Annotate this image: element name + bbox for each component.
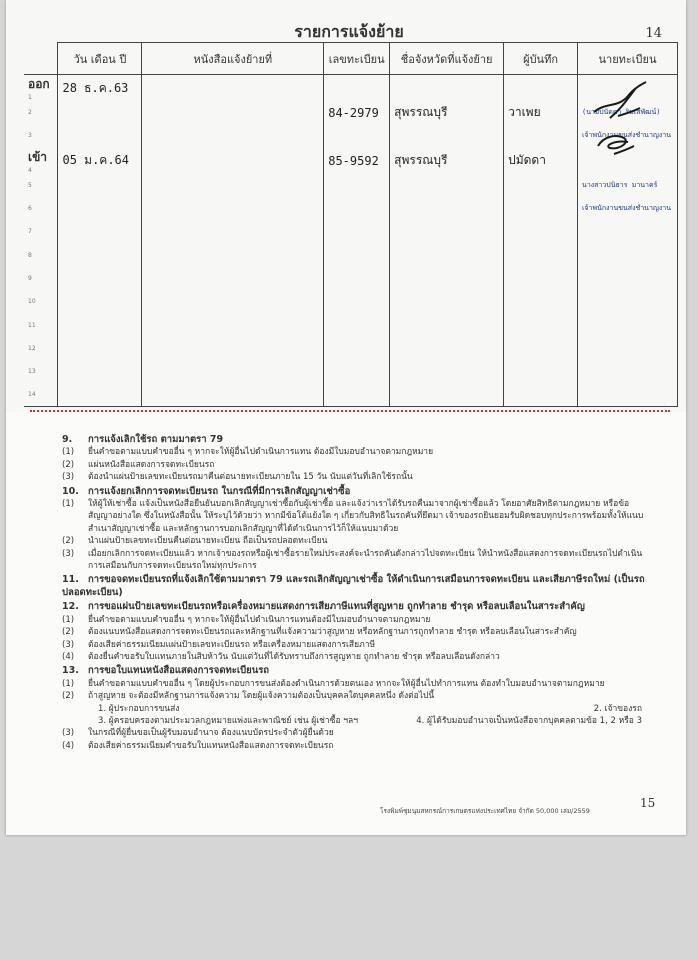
cell-date — [58, 101, 142, 124]
regulation-item — [62, 678, 652, 690]
cell-letter — [142, 75, 324, 102]
regulation-item-text: ยื่นคำขอตามแบบคำขออื่น ๆ โดยผู้ประกอบการขนส่งต้องดำเนินการด้วยตนเอง หากจะให้ผู้อื่นไปทำการแทน ต้องทำใบมอบอำนาจตามกฎหมาย — [88, 678, 605, 689]
regulation-item-text: ยื่นคำขอตามแบบคำขออื่น ๆ หากจะให้ผู้อื่นไปดำเนินการแทนต้องมีใบมอบอำนาจตามกฎหมาย — [88, 614, 431, 625]
cell-registration: 85-9592 — [324, 148, 390, 174]
section-heading — [62, 434, 652, 446]
regulation-item — [62, 727, 652, 739]
cell-recorder — [504, 124, 578, 147]
regulation-item — [62, 639, 652, 651]
header-letter: หนังสือแจ้งย้ายที่ — [142, 43, 324, 75]
cell-registration — [324, 75, 390, 102]
cell-letter — [142, 267, 324, 290]
row-number-text: 1 — [28, 94, 32, 101]
row-number: 12 — [24, 337, 58, 360]
cell-province: สุพรรณบุรี — [390, 148, 504, 174]
table-row — [24, 383, 678, 406]
regulation-item — [62, 446, 652, 458]
section-number: 10. — [62, 485, 79, 497]
row-number: 11 — [24, 313, 58, 336]
reporter-option-row — [62, 715, 652, 727]
regulation-item-text: ต้องยื่นคำขอรับใบแทนภายในสิบห้าวัน นับแต่วันที่ได้รับทราบถึงการสูญหาย ถูกทำลาย ชำรุด หรือลบเลือนดังกล่าว — [88, 651, 500, 662]
regulation-item-number: (4) — [62, 740, 75, 751]
regulation-item-number: (2) — [62, 459, 75, 470]
cell-registration — [324, 290, 390, 313]
reporter-option-row — [62, 703, 652, 715]
cell-date — [58, 124, 142, 147]
row-number: 7 — [24, 220, 58, 243]
cell-letter — [142, 220, 324, 243]
cell-registrar: เจ้าพนักงานขนส่งชำนาญงาน — [578, 124, 678, 147]
regulations-section — [62, 432, 652, 752]
regulation-item-text: ในกรณีที่ผู้ยื่นขอเป็นผู้รับมอบอำนาจ ต้องแนบบัตรประจำตัวผู้ยื่นด้วย — [88, 728, 334, 739]
cell-registrar — [578, 220, 678, 243]
regulation-item-number: (3) — [62, 639, 75, 650]
row-number-text: 4 — [28, 166, 32, 174]
cell-date — [58, 243, 142, 266]
section-heading — [62, 601, 652, 613]
cell-registrar: นางสาวปนิธาร มานาคร์ — [578, 174, 678, 197]
header-registrar: นายทะเบียน — [578, 43, 678, 75]
regulation-item-number: (1) — [62, 499, 75, 510]
cell-recorder — [504, 383, 578, 406]
section-number: 11. — [62, 574, 79, 586]
cell-letter — [142, 243, 324, 266]
cell-registrar — [578, 313, 678, 336]
cell-registration — [324, 197, 390, 220]
transfer-register-table — [24, 42, 678, 407]
cell-province — [390, 313, 504, 336]
table-row — [24, 174, 678, 197]
table-row — [24, 75, 678, 102]
cell-registration — [324, 383, 390, 406]
printer-footer: โรงพิมพ์ชุมนุมสหกรณ์การเกษตรแห่งประเทศไทย จำกัด 50,000 เล่ม/2559 — [380, 807, 590, 815]
regulation-item-number: (1) — [62, 614, 75, 625]
regulation-item-number: (2) — [62, 691, 75, 702]
cell-date: 28 ธ.ค.63 — [58, 75, 142, 102]
cell-registration — [324, 174, 390, 197]
row-number: 3 — [24, 124, 58, 147]
cell-recorder — [504, 197, 578, 220]
row-number: 9 — [24, 267, 58, 290]
cell-letter — [142, 148, 324, 174]
cell-recorder — [504, 267, 578, 290]
section-title: การแจ้งยกเลิกการจดทะเบียนรถ ในกรณีที่มีการเลิกสัญญาเช่าซื้อ — [88, 485, 351, 497]
cell-recorder: วาเพย — [504, 101, 578, 124]
cell-date — [58, 290, 142, 313]
cell-registrar: เจ้าพนักงานขนส่งชำนาญงาน — [578, 197, 678, 220]
row-number: 2 — [24, 101, 58, 124]
cell-province — [390, 124, 504, 147]
regulation-item — [62, 498, 652, 535]
regulation-item-number: (2) — [62, 536, 75, 547]
regulation-item-number: (3) — [62, 548, 75, 559]
cell-province — [390, 75, 504, 102]
page-number-bottom: 15 — [640, 796, 656, 810]
regulation-item-number: (2) — [62, 627, 75, 638]
header-registration: เลขทะเบียน — [324, 43, 390, 75]
table-row — [24, 290, 678, 313]
row-number: 14 — [24, 383, 58, 406]
cell-registration — [324, 124, 390, 147]
cell-registration — [324, 267, 390, 290]
reporter-option: 2. เจ้าของรถ — [593, 703, 642, 714]
cell-province — [390, 360, 504, 383]
table-row — [24, 101, 678, 124]
section-heading — [62, 574, 652, 599]
section-heading — [62, 665, 652, 677]
row-number: 10 — [24, 290, 58, 313]
table-row — [24, 243, 678, 266]
cell-letter — [142, 124, 324, 147]
regulation-item-text: เมื่อยกเลิกการจดทะเบียนแล้ว หากเจ้าของรถหรือผู้เช่าซื้อรายใหม่ประสงค์จะนำรถคันดังกล่าวไปจดทะเบียน ให้นำหนังสือแสดงการจดทะเบียนรถไปดำเนินการเสมือนกับการจดทะเบียนรถใหม่ทุกประการ — [88, 548, 643, 572]
cell-registration — [324, 360, 390, 383]
section-number: 9. — [62, 434, 73, 445]
section-title: การแจ้งเลิกใช้รถ ตามมาตรา 79 — [88, 434, 224, 445]
regulation-item — [62, 740, 652, 752]
regulation-item-number: (1) — [62, 678, 75, 689]
cell-province — [390, 174, 504, 197]
section-title: การขอใบแทนหนังสือแสดงการจดทะเบียนรถ — [88, 665, 270, 677]
table-row — [24, 337, 678, 360]
table-row — [24, 313, 678, 336]
regulation-item — [62, 535, 652, 547]
row-number — [24, 75, 58, 102]
cell-recorder — [504, 313, 578, 336]
regulation-item — [62, 626, 652, 638]
header-date: วัน เดือน ปี — [58, 43, 142, 75]
cell-province — [390, 267, 504, 290]
section-title: การขอแผ่นป้ายเลขทะเบียนรถหรือเครื่องหมายแสดงการเสียภาษีแทนที่สูญหาย ถูกทำลาย ชำรุด หรือลบเลือนในสาระสำคัญ — [88, 601, 585, 613]
cell-letter — [142, 290, 324, 313]
cell-recorder — [504, 174, 578, 197]
registrar-signature-2 — [594, 128, 638, 160]
regulation-item-text: ให้ผู้ให้เช่าซื้อ แจ้งเป็นหนังสือยืนยันบอกเลิกสัญญาเช่าซื้อกับผู้เช่าซื้อ และแจ้งว่าเราได้รับรถคืนมาจากผู้เช่าซื้อแล้ว โดยอาศัยสิทธิตามกฎหมาย หรือข้อสัญญาอย่างใด ซึ่งในหนังสือนั้น ให้ระบุไว้ด้วยว่า หากมีข้อโต้แย้งใด ๆ เกี่ยวกับสิทธิในรถคันที่ยึดมา เจ้าของรถยินยอมรับผิดชอบทุกประการพร้อมทั้งให้แนบสำเนาสัญญาเช่าซื้อ และหลักฐานการบอกเลิกสัญญาที่ได้ดำเนินการไว้ก็ให้แนบมาด้วย — [88, 499, 644, 534]
cell-province — [390, 243, 504, 266]
regulation-item-number: (3) — [62, 728, 75, 739]
page-number-top: 14 — [645, 26, 662, 41]
cell-recorder: ปมัดดา — [504, 148, 578, 174]
row-number: 5 — [24, 174, 58, 197]
cell-recorder — [504, 360, 578, 383]
cell-recorder — [504, 337, 578, 360]
reporter-option: 4. ผู้ได้รับมอบอำนาจเป็นหนังสือจากบุคคลตามข้อ 1, 2 หรือ 3 — [416, 715, 642, 726]
cell-province — [390, 337, 504, 360]
regulation-item — [62, 614, 652, 626]
table-row — [24, 124, 678, 147]
cell-registrar — [578, 383, 678, 406]
row-label: เข้า — [28, 149, 48, 164]
cell-province — [390, 197, 504, 220]
cell-registration — [324, 243, 390, 266]
table-header-row — [24, 43, 678, 75]
regulation-item-number: (1) — [62, 447, 75, 458]
regulation-item-text: ต้องนำแผ่นป้ายเลขทะเบียนรถมาคืนต่อนายทะเบียนภายใน 15 วัน นับแต่วันที่เลิกใช้รถนั้น — [88, 472, 413, 483]
cell-province — [390, 220, 504, 243]
cell-date — [58, 220, 142, 243]
cell-letter — [142, 197, 324, 220]
table-row — [24, 197, 678, 220]
regulation-item — [62, 690, 652, 702]
cell-province: สุพรรณบุรี — [390, 101, 504, 124]
table-row — [24, 148, 678, 174]
cell-recorder — [504, 220, 578, 243]
registrar-signature-1 — [588, 78, 652, 128]
cell-registrar — [578, 243, 678, 266]
regulation-item-text: ถ้าสูญหาย จะต้องมีหลักฐานการแจ้งความ โดยผู้แจ้งความต้องเป็นบุคคลใดบุคคลหนึ่ง ดังต่อไปนี้ — [88, 691, 435, 702]
cell-letter — [142, 174, 324, 197]
row-number-header — [24, 43, 58, 75]
section-number: 13. — [62, 665, 79, 677]
cell-date: 05 ม.ค.64 — [58, 148, 142, 174]
section-number: 12. — [62, 601, 79, 613]
page-divider — [30, 410, 670, 414]
table-row — [24, 267, 678, 290]
cell-date — [58, 313, 142, 336]
cell-registrar — [578, 267, 678, 290]
cell-date — [58, 337, 142, 360]
cell-province — [390, 383, 504, 406]
table-row — [24, 360, 678, 383]
regulation-item — [62, 459, 652, 471]
row-number — [24, 148, 58, 174]
cell-registrar — [578, 290, 678, 313]
section-title: การขอจดทะเบียนรถที่แจ้งเลิกใช้ตามมาตรา 79 และรถเลิกสัญญาเช่าซื้อ ให้ดำเนินการเสมือนการจดทะเบียน และเสียภาษีรถใหม่ (เป็นรถปลอดทะเบียน) — [62, 574, 645, 598]
reporter-option: 3. ผู้ครอบครองตามประมวลกฎหมายแพ่งและพาณิชย์ เช่น ผู้เช่าซื้อ ฯลฯ — [98, 715, 359, 726]
cell-letter — [142, 383, 324, 406]
cell-province — [390, 290, 504, 313]
section-heading — [62, 486, 652, 498]
regulation-item-number: (3) — [62, 472, 75, 483]
row-number: 6 — [24, 197, 58, 220]
header-recorder: ผู้บันทึก — [504, 43, 578, 75]
page-title: รายการแจ้งย้าย — [294, 22, 404, 41]
row-number: 8 — [24, 243, 58, 266]
cell-registration — [324, 220, 390, 243]
regulation-item-text: ต้องเสียค่าธรรมเนียมแผ่นป้ายเลขทะเบียนรถ หรือเครื่องหมายแสดงการเสียภาษี — [88, 639, 376, 650]
cell-date — [58, 267, 142, 290]
table-row — [24, 220, 678, 243]
cell-registration: 84-2979 — [324, 101, 390, 124]
cell-registration — [324, 313, 390, 336]
regulation-item-text: ยื่นคำขอตามแบบคำขออื่น ๆ หากจะให้ผู้อื่นไปดำเนินการแทน ต้องมีใบมอบอำนาจตามกฎหมาย — [88, 447, 434, 458]
regulation-item-number: (4) — [62, 651, 75, 662]
cell-date — [58, 360, 142, 383]
regulation-item-text: ต้องแนบหนังสือแสดงการจดทะเบียนรถและหลักฐานที่แจ้งความว่าสูญหาย หรือหลักฐานการถูกทำลาย ชำรุด หรือลบเลือนในสาระสำคัญ — [88, 627, 577, 638]
row-number: 13 — [24, 360, 58, 383]
cell-recorder — [504, 290, 578, 313]
regulation-item-text: นำแผ่นป้ายเลขทะเบียนคืนต่อนายทะเบียน ถือเป็นรถปลอดทะเบียน — [88, 536, 328, 547]
regulation-item — [62, 651, 652, 663]
reporter-option: 1. ผู้ประกอบการขนส่ง — [98, 703, 180, 714]
cell-registrar — [578, 337, 678, 360]
cell-date — [58, 174, 142, 197]
cell-recorder — [504, 75, 578, 102]
cell-recorder — [504, 243, 578, 266]
cell-letter — [142, 101, 324, 124]
regulation-item-text: แผ่นหนังสือแสดงการจดทะเบียนรถ — [88, 459, 215, 470]
regulation-item-text: ต้องเสียค่าธรรมเนียมคำขอรับใบแทนหนังสือแสดงการจดทะเบียนรถ — [88, 740, 334, 751]
cell-registrar — [578, 360, 678, 383]
cell-letter — [142, 337, 324, 360]
cell-letter — [142, 313, 324, 336]
header-province: ชื่อจังหวัดที่แจ้งย้าย — [390, 43, 504, 75]
cell-letter — [142, 360, 324, 383]
cell-registration — [324, 337, 390, 360]
regulation-item — [62, 548, 652, 573]
regulation-item — [62, 471, 652, 483]
cell-date — [58, 197, 142, 220]
cell-date — [58, 383, 142, 406]
row-label: ออก — [28, 77, 50, 91]
cell-registrar: (นายปนัดดา ริมเสพัฒน์) — [578, 101, 678, 124]
